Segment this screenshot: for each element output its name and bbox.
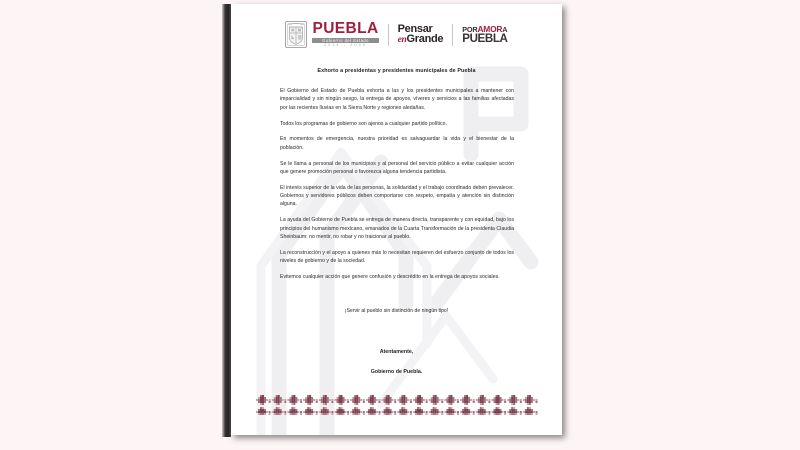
paragraph: Todos los programas de gobierno son ajenos a cualquier partido político. <box>280 120 447 127</box>
pensar-line-2-prefix: en <box>397 35 407 46</box>
paragraph: El Gobierno del Estado de Puebla exhorta a las y los presidentes municipales a mantener con imparcialidad y sin ningún sesgo, la entrega de apoyos, víveres y servicios a las familias afectadas por las recientes lluvias en la Sierra Norte y regiones aledañas. <box>280 88 514 111</box>
puebla-government-logo <box>285 21 378 48</box>
brand-name: PUEBLA <box>312 20 379 38</box>
brand-subtitle: Gobierno del Estado <box>312 38 378 43</box>
brand-years: 2024 - 2030 <box>324 43 367 48</box>
document-page <box>231 4 562 435</box>
paragraph: La ayuda del Gobierno de Puebla se entrega de manera directa, transparente y con equidad, bajo los principios del humanismo mexicano, emanados de la Cuarta Transformación de la presidenta Claudia Sheinbaum: no mentir, no robar y no traicionar al pueblo. <box>280 217 514 240</box>
logo-divider-2 <box>452 24 453 46</box>
signature-salutation: Atentamente, <box>379 349 414 355</box>
campaign-suffix: A <box>502 24 508 34</box>
logo-divider <box>388 24 389 46</box>
puebla-wordmark <box>312 21 378 48</box>
campaign-accent: AMOR <box>477 23 503 34</box>
campaign-word: PUEBLA <box>462 32 508 46</box>
pensar-line-2: Grande <box>406 33 444 46</box>
signature-author: Gobierno de Puebla. <box>370 369 423 375</box>
paragraph: Evitemos cualquier acción que genere confusión y descrédito en la entrega de apoyos sociales. <box>280 274 500 280</box>
pensar-en-grande-logo <box>398 24 444 45</box>
paragraph: En momentos de emergencia, nuestra prioridad es salvaguardar la vida y el bienestar de la población. <box>280 136 514 151</box>
document-title: Exhorto a presidentas y presidentes municipales de Puebla <box>317 68 476 74</box>
pensar-line-1: Pensar <box>397 23 433 36</box>
campaign-prefix: POR <box>462 24 478 34</box>
paragraph: La reconstrucción y el apoyo a quienes más lo necesitan requieren del esfuerzo conjunto de todos los niveles de gobierno y de la sociedad. <box>280 249 514 265</box>
paragraph: El interés superior de la vida de las personas, la solidaridad y el trabajo coordinado deben prevalecer. Gobiernos y servidores públicos deben comportarse con respeto, empatía y atención sin distinción alguna. <box>280 184 514 208</box>
por-amor-a-puebla-logo <box>462 25 507 44</box>
closing-slogan: ¡Servir al pueblo sin distinción de ningún tipo! <box>344 308 449 314</box>
document-body <box>280 87 514 289</box>
footer-embroidery-border <box>256 394 539 416</box>
document-header-logos <box>231 21 562 48</box>
puebla-state-coat-of-arms-icon <box>285 21 307 48</box>
document-spine-shadow <box>222 4 231 437</box>
paragraph: Se le llama a personal de los municipios y al personal del servicio público a evitar cualquier acción que genere promoción personal o favorezca alguna tendencia partidista. <box>280 160 514 175</box>
